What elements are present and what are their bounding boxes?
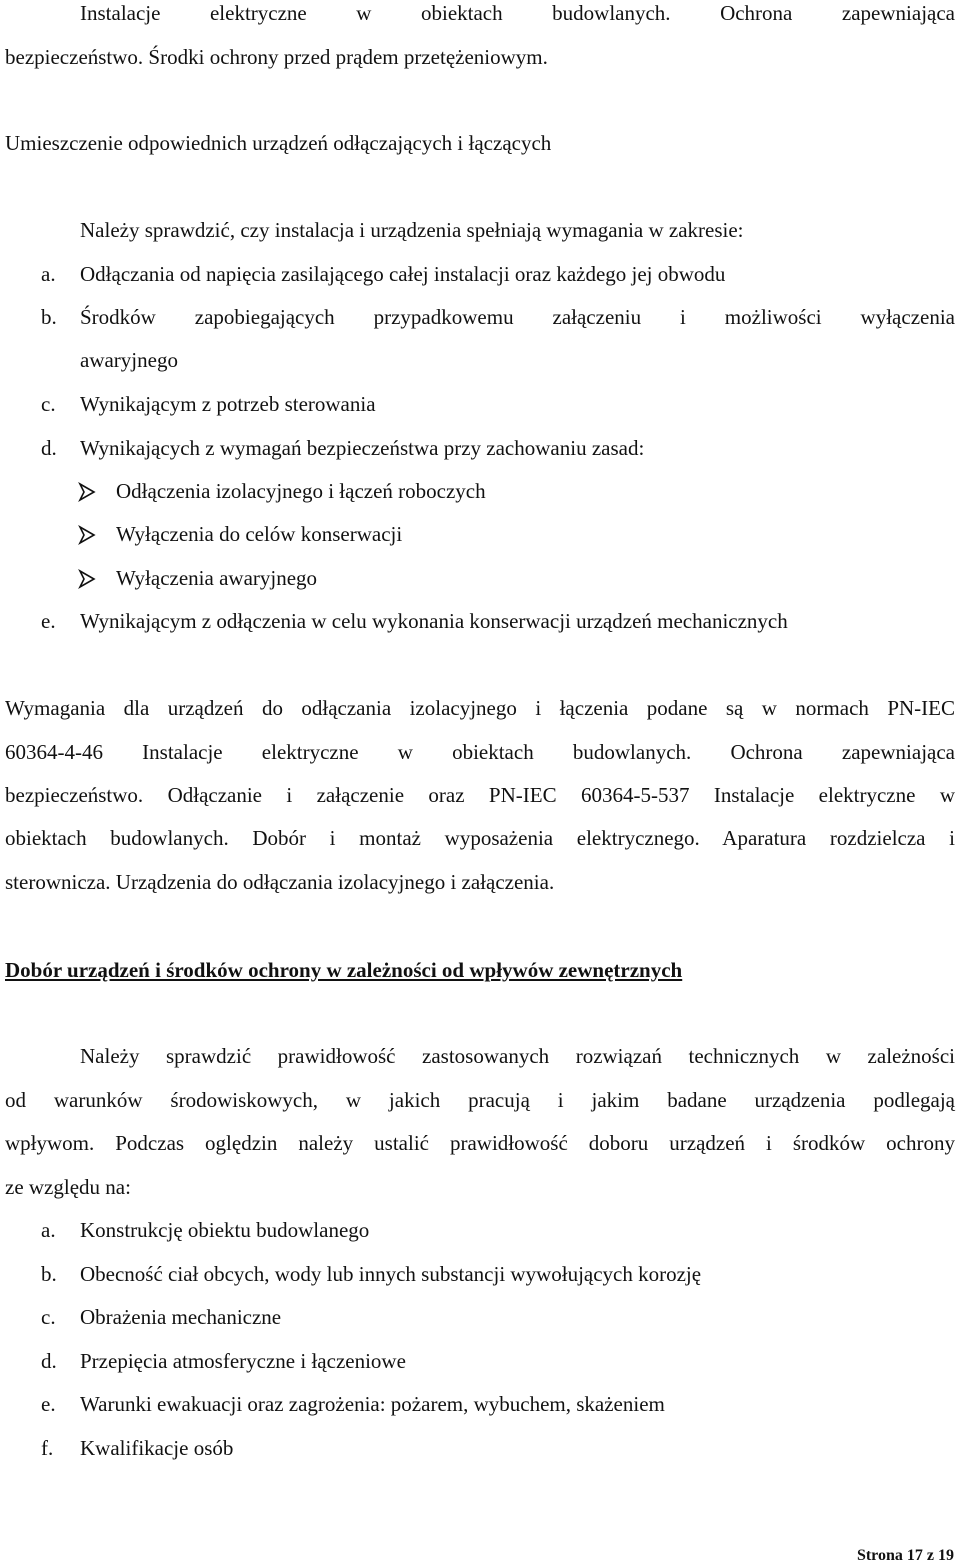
paragraph-line: Wymagania dla urządzeń do odłączania izolacyjnego i łączenia podane są w normach PN-IEC: [5, 696, 955, 720]
paragraph-line: 60364-4-46 Instalacje elektryczne w obiektach budowlanych. Ochrona zapewniająca: [5, 740, 955, 764]
list-item: Wynikającym z odłączenia w celu wykonania konserwacji urządzeń mechanicznych: [80, 609, 788, 633]
list-item-continuation: awaryjnego: [80, 348, 178, 372]
paragraph-line: Należy sprawdzić prawidłowość zastosowanych rozwiązań technicznych w zależności: [80, 1044, 955, 1068]
sub-list-item: Odłączenia izolacyjnego i łączeń roboczych: [116, 479, 486, 503]
paragraph-line: od warunków środowiskowych, w jakich pracują i jakim badane urządzenia podlegają: [5, 1088, 955, 1112]
list-item: Konstrukcję obiektu budowlanego: [80, 1218, 370, 1242]
list-item: Środków zapobiegających przypadkowemu załączeniu i możliwości wyłączenia: [80, 305, 955, 329]
arrow-bullet-icon: [78, 479, 96, 505]
section-heading: Dobór urządzeń i środków ochrony w zależności od wpływów zewnętrznych: [5, 958, 683, 982]
list-item: Wynikającym z potrzeb sterowania: [80, 392, 376, 416]
paragraph-line: bezpieczeństwo. Odłączanie i załączenie oraz PN-IEC 60364-5-537 Instalacje elektryczne w: [5, 783, 955, 807]
list-item: Obecność ciał obcych, wody lub innych substancji wywołujących korozję: [80, 1262, 702, 1286]
list-item: Obrażenia mechaniczne: [80, 1305, 282, 1329]
list-marker: c.: [41, 392, 56, 416]
list-marker: b.: [41, 1262, 57, 1286]
list-marker: e.: [41, 1392, 56, 1416]
list-marker: e.: [41, 609, 56, 633]
arrow-bullet-icon: [78, 566, 96, 592]
page-number: Strona 17 z 19: [856, 1547, 954, 1564]
list-marker: f.: [41, 1436, 54, 1460]
paragraph-line: ze względu na:: [5, 1175, 131, 1199]
list-marker: d.: [41, 436, 57, 460]
list-item: Warunki ewakuacji oraz zagrożenia: pożarem, wybuchem, skażeniem: [80, 1392, 665, 1416]
list-marker: a.: [41, 1218, 56, 1242]
paragraph-line: sterownicza. Urządzenia do odłączania izolacyjnego i załączenia.: [5, 870, 555, 894]
list-item: Kwalifikacje osób: [80, 1436, 234, 1460]
paragraph-line: obiektach budowlanych. Dobór i montaż wyposażenia elektrycznego. Aparatura rozdzielcza i: [5, 826, 955, 850]
list-item: Przepięcia atmosferyczne i łączeniowe: [80, 1349, 406, 1373]
sub-list-item: Wyłączenia do celów konserwacji: [116, 522, 403, 546]
arrow-bullet-icon: [78, 522, 96, 548]
list-marker: d.: [41, 1349, 57, 1373]
list-item: Wynikających z wymagań bezpieczeństwa przy zachowaniu zasad:: [80, 436, 645, 460]
sub-list-item: Wyłączenia awaryjnego: [116, 566, 318, 590]
paragraph-line: wpływom. Podczas oględzin należy ustalić prawidłowość doboru urządzeń i środków ochrony: [5, 1131, 955, 1155]
section-lead: Należy sprawdzić, czy instalacja i urządzenia spełniają wymagania w zakresie:: [80, 218, 744, 242]
section-heading: Umieszczenie odpowiednich urządzeń odłączających i łączących: [5, 131, 552, 155]
intro-line-1: Instalacje elektryczne w obiektach budowlanych. Ochrona zapewniająca: [80, 1, 955, 25]
list-marker: c.: [41, 1305, 56, 1329]
list-marker: a.: [41, 262, 56, 286]
list-marker: b.: [41, 305, 57, 329]
intro-line-2: bezpieczeństwo. Środki ochrony przed prądem przetężeniowym.: [5, 45, 548, 69]
list-item: Odłączania od napięcia zasilającego całej instalacji oraz każdego jej obwodu: [80, 262, 726, 286]
